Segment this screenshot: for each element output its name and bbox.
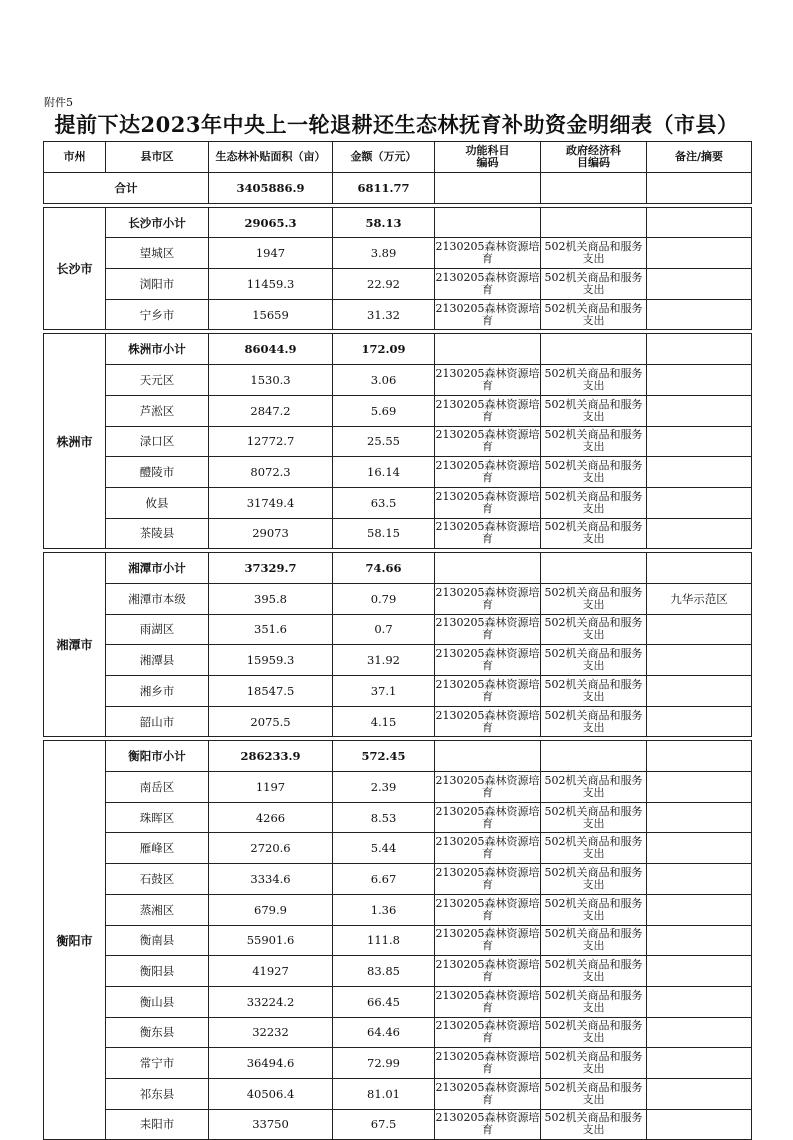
subtotal-amount: 572.45 xyxy=(333,741,435,772)
city-name: 株洲市 xyxy=(44,334,106,549)
remark xyxy=(647,365,752,396)
area-value: 12772.7 xyxy=(209,426,333,457)
amount-value: 0.79 xyxy=(333,583,435,614)
gov-code: 502机关商品和服务支出 xyxy=(541,894,647,925)
total-label: 合计 xyxy=(44,173,209,204)
table-row xyxy=(44,583,752,614)
func-code: 2130205森林资源培育 xyxy=(435,426,541,457)
table-row xyxy=(44,238,752,269)
remark xyxy=(647,864,752,895)
func-code: 2130205森林资源培育 xyxy=(435,833,541,864)
remark xyxy=(647,676,752,707)
func-code: 2130205森林资源培育 xyxy=(435,1078,541,1109)
remark xyxy=(647,645,752,676)
area-value: 41927 xyxy=(209,956,333,987)
county-name: 攸县 xyxy=(106,487,209,518)
subsidy-table xyxy=(43,141,752,1140)
remark xyxy=(647,487,752,518)
remark xyxy=(647,986,752,1017)
area-value: 1197 xyxy=(209,772,333,803)
subtotal-remark xyxy=(647,334,752,365)
remark: 九华示范区 xyxy=(647,583,752,614)
county-name: 衡阳县 xyxy=(106,956,209,987)
gov-code: 502机关商品和服务支出 xyxy=(541,864,647,895)
total-row xyxy=(44,173,752,204)
table-row xyxy=(44,269,752,300)
amount-value: 2.39 xyxy=(333,772,435,803)
header-county: 县市区 xyxy=(106,142,209,173)
subtotal-amount: 172.09 xyxy=(333,334,435,365)
amount-value: 8.53 xyxy=(333,802,435,833)
remark xyxy=(647,1017,752,1048)
county-name: 湘乡市 xyxy=(106,676,209,707)
func-code: 2130205森林资源培育 xyxy=(435,925,541,956)
func-code: 2130205森林资源培育 xyxy=(435,645,541,676)
remark xyxy=(647,802,752,833)
table-row xyxy=(44,614,752,645)
func-code: 2130205森林资源培育 xyxy=(435,1048,541,1079)
subtotal-remark xyxy=(647,553,752,584)
amount-value: 3.06 xyxy=(333,365,435,396)
area-value: 33224.2 xyxy=(209,986,333,1017)
amount-value: 22.92 xyxy=(333,269,435,300)
area-value: 395.8 xyxy=(209,583,333,614)
subtotal-row xyxy=(44,334,752,365)
amount-value: 31.32 xyxy=(333,299,435,330)
city-name: 衡阳市 xyxy=(44,741,106,1140)
remark xyxy=(647,1109,752,1140)
gov-code: 502机关商品和服务支出 xyxy=(541,1048,647,1079)
gov-code: 502机关商品和服务支出 xyxy=(541,395,647,426)
subtotal-label: 衡阳市小计 xyxy=(106,741,209,772)
gov-code: 502机关商品和服务支出 xyxy=(541,645,647,676)
func-code: 2130205森林资源培育 xyxy=(435,395,541,426)
subtotal-remark xyxy=(647,741,752,772)
amount-value: 0.7 xyxy=(333,614,435,645)
amount-value: 111.8 xyxy=(333,925,435,956)
table-row xyxy=(44,1078,752,1109)
table-row xyxy=(44,772,752,803)
area-value: 33750 xyxy=(209,1109,333,1140)
county-name: 雁峰区 xyxy=(106,833,209,864)
county-name: 湘潭市本级 xyxy=(106,583,209,614)
county-name: 芦淞区 xyxy=(106,395,209,426)
amount-value: 3.89 xyxy=(333,238,435,269)
gov-code: 502机关商品和服务支出 xyxy=(541,833,647,864)
gov-code: 502机关商品和服务支出 xyxy=(541,1078,647,1109)
header-remark: 备注/摘要 xyxy=(647,142,752,173)
gov-code: 502机关商品和服务支出 xyxy=(541,457,647,488)
subtotal-area: 37329.7 xyxy=(209,553,333,584)
func-code: 2130205森林资源培育 xyxy=(435,802,541,833)
county-name: 天元区 xyxy=(106,365,209,396)
gov-code: 502机关商品和服务支出 xyxy=(541,614,647,645)
gov-code: 502机关商品和服务支出 xyxy=(541,238,647,269)
table-row xyxy=(44,925,752,956)
table-row xyxy=(44,1109,752,1140)
county-name: 蒸湘区 xyxy=(106,894,209,925)
amount-value: 5.69 xyxy=(333,395,435,426)
table-row xyxy=(44,365,752,396)
city-name: 长沙市 xyxy=(44,207,106,330)
func-code: 2130205森林资源培育 xyxy=(435,487,541,518)
amount-value: 83.85 xyxy=(333,956,435,987)
amount-value: 37.1 xyxy=(333,676,435,707)
county-name: 渌口区 xyxy=(106,426,209,457)
header-city: 市州 xyxy=(44,142,106,173)
amount-value: 16.14 xyxy=(333,457,435,488)
county-name: 衡东县 xyxy=(106,1017,209,1048)
table-row xyxy=(44,864,752,895)
county-name: 雨湖区 xyxy=(106,614,209,645)
area-value: 4266 xyxy=(209,802,333,833)
gov-code: 502机关商品和服务支出 xyxy=(541,1109,647,1140)
subtotal-label: 株洲市小计 xyxy=(106,334,209,365)
table-row xyxy=(44,676,752,707)
area-value: 18547.5 xyxy=(209,676,333,707)
gov-code: 502机关商品和服务支出 xyxy=(541,426,647,457)
func-code: 2130205森林资源培育 xyxy=(435,518,541,549)
county-name: 韶山市 xyxy=(106,706,209,737)
attachment-label: 附件5 xyxy=(44,96,73,109)
gov-code: 502机关商品和服务支出 xyxy=(541,365,647,396)
header-func-code: 功能科目编码 xyxy=(435,142,541,173)
subtotal-amount: 74.66 xyxy=(333,553,435,584)
subtotal-func-code xyxy=(435,741,541,772)
subtotal-label: 长沙市小计 xyxy=(106,207,209,238)
gov-code: 502机关商品和服务支出 xyxy=(541,925,647,956)
remark xyxy=(647,299,752,330)
area-value: 15659 xyxy=(209,299,333,330)
remark xyxy=(647,956,752,987)
area-value: 32232 xyxy=(209,1017,333,1048)
gov-code: 502机关商品和服务支出 xyxy=(541,487,647,518)
table-row xyxy=(44,1017,752,1048)
gov-code: 502机关商品和服务支出 xyxy=(541,1017,647,1048)
table-row xyxy=(44,894,752,925)
func-code: 2130205森林资源培育 xyxy=(435,706,541,737)
amount-value: 66.45 xyxy=(333,986,435,1017)
county-name: 望城区 xyxy=(106,238,209,269)
amount-value: 4.15 xyxy=(333,706,435,737)
remark xyxy=(647,1078,752,1109)
total-amount: 6811.77 xyxy=(333,173,435,204)
area-value: 351.6 xyxy=(209,614,333,645)
func-code: 2130205森林资源培育 xyxy=(435,956,541,987)
remark xyxy=(647,238,752,269)
area-value: 679.9 xyxy=(209,894,333,925)
func-code: 2130205森林资源培育 xyxy=(435,583,541,614)
gov-code: 502机关商品和服务支出 xyxy=(541,802,647,833)
amount-value: 1.36 xyxy=(333,894,435,925)
area-value: 15959.3 xyxy=(209,645,333,676)
header-gov-code: 政府经济科目编码 xyxy=(541,142,647,173)
func-code: 2130205森林资源培育 xyxy=(435,365,541,396)
func-code: 2130205森林资源培育 xyxy=(435,1017,541,1048)
gov-code: 502机关商品和服务支出 xyxy=(541,706,647,737)
table-row xyxy=(44,395,752,426)
subtotal-amount: 58.13 xyxy=(333,207,435,238)
total-area: 3405886.9 xyxy=(209,173,333,204)
area-value: 31749.4 xyxy=(209,487,333,518)
subtotal-gov-code xyxy=(541,741,647,772)
subtotal-gov-code xyxy=(541,334,647,365)
subtotal-row xyxy=(44,553,752,584)
subtotal-area: 286233.9 xyxy=(209,741,333,772)
func-code: 2130205森林资源培育 xyxy=(435,986,541,1017)
remark xyxy=(647,426,752,457)
amount-value: 67.5 xyxy=(333,1109,435,1140)
subtotal-gov-code xyxy=(541,553,647,584)
func-code: 2130205森林资源培育 xyxy=(435,894,541,925)
table-row xyxy=(44,426,752,457)
table-row xyxy=(44,706,752,737)
table-body xyxy=(44,173,752,1140)
area-value: 40506.4 xyxy=(209,1078,333,1109)
remark xyxy=(647,706,752,737)
subtotal-gov-code xyxy=(541,207,647,238)
func-code: 2130205森林资源培育 xyxy=(435,238,541,269)
area-value: 1947 xyxy=(209,238,333,269)
county-name: 醴陵市 xyxy=(106,457,209,488)
table-row xyxy=(44,487,752,518)
area-value: 2847.2 xyxy=(209,395,333,426)
city-name: 湘潭市 xyxy=(44,553,106,737)
remark xyxy=(647,833,752,864)
func-code: 2130205森林资源培育 xyxy=(435,457,541,488)
table-row xyxy=(44,986,752,1017)
gov-code: 502机关商品和服务支出 xyxy=(541,676,647,707)
area-value: 2075.5 xyxy=(209,706,333,737)
area-value: 2720.6 xyxy=(209,833,333,864)
amount-value: 6.67 xyxy=(333,864,435,895)
county-name: 祁东县 xyxy=(106,1078,209,1109)
gov-code: 502机关商品和服务支出 xyxy=(541,518,647,549)
remark xyxy=(647,269,752,300)
area-value: 36494.6 xyxy=(209,1048,333,1079)
remark xyxy=(647,518,752,549)
remark xyxy=(647,772,752,803)
func-code: 2130205森林资源培育 xyxy=(435,1109,541,1140)
subtotal-remark xyxy=(647,207,752,238)
county-name: 珠晖区 xyxy=(106,802,209,833)
remark xyxy=(647,894,752,925)
gov-code: 502机关商品和服务支出 xyxy=(541,299,647,330)
subtotal-func-code xyxy=(435,207,541,238)
subtotal-func-code xyxy=(435,553,541,584)
total-gov-code xyxy=(541,173,647,204)
gov-code: 502机关商品和服务支出 xyxy=(541,583,647,614)
header-row xyxy=(44,142,752,173)
subtotal-row xyxy=(44,741,752,772)
table-row xyxy=(44,518,752,549)
area-value: 11459.3 xyxy=(209,269,333,300)
county-name: 耒阳市 xyxy=(106,1109,209,1140)
county-name: 石鼓区 xyxy=(106,864,209,895)
amount-value: 81.01 xyxy=(333,1078,435,1109)
county-name: 浏阳市 xyxy=(106,269,209,300)
func-code: 2130205森林资源培育 xyxy=(435,864,541,895)
page-title: 提前下达2023年中央上一轮退耕还生态林抚育补助资金明细表（市县） xyxy=(54,112,739,137)
amount-value: 58.15 xyxy=(333,518,435,549)
func-code: 2130205森林资源培育 xyxy=(435,299,541,330)
remark xyxy=(647,457,752,488)
table-row xyxy=(44,1048,752,1079)
county-name: 宁乡市 xyxy=(106,299,209,330)
amount-value: 72.99 xyxy=(333,1048,435,1079)
remark xyxy=(647,1048,752,1079)
amount-value: 64.46 xyxy=(333,1017,435,1048)
table-row xyxy=(44,645,752,676)
county-name: 南岳区 xyxy=(106,772,209,803)
area-value: 55901.6 xyxy=(209,925,333,956)
func-code: 2130205森林资源培育 xyxy=(435,772,541,803)
remark xyxy=(647,395,752,426)
gov-code: 502机关商品和服务支出 xyxy=(541,986,647,1017)
header-area: 生态林补贴面积（亩） xyxy=(209,142,333,173)
county-name: 茶陵县 xyxy=(106,518,209,549)
table-row xyxy=(44,802,752,833)
county-name: 衡南县 xyxy=(106,925,209,956)
func-code: 2130205森林资源培育 xyxy=(435,269,541,300)
area-value: 1530.3 xyxy=(209,365,333,396)
header-amount: 金额（万元） xyxy=(333,142,435,173)
gov-code: 502机关商品和服务支出 xyxy=(541,956,647,987)
amount-value: 31.92 xyxy=(333,645,435,676)
total-remark xyxy=(647,173,752,204)
subtotal-func-code xyxy=(435,334,541,365)
table-row xyxy=(44,833,752,864)
func-code: 2130205森林资源培育 xyxy=(435,614,541,645)
subtotal-label: 湘潭市小计 xyxy=(106,553,209,584)
area-value: 8072.3 xyxy=(209,457,333,488)
county-name: 湘潭县 xyxy=(106,645,209,676)
table-row xyxy=(44,457,752,488)
area-value: 29073 xyxy=(209,518,333,549)
gov-code: 502机关商品和服务支出 xyxy=(541,269,647,300)
subtotal-row xyxy=(44,207,752,238)
subtotal-area: 86044.9 xyxy=(209,334,333,365)
remark xyxy=(647,614,752,645)
amount-value: 5.44 xyxy=(333,833,435,864)
amount-value: 25.55 xyxy=(333,426,435,457)
gov-code: 502机关商品和服务支出 xyxy=(541,772,647,803)
table-row xyxy=(44,956,752,987)
amount-value: 63.5 xyxy=(333,487,435,518)
county-name: 常宁市 xyxy=(106,1048,209,1079)
area-value: 3334.6 xyxy=(209,864,333,895)
table-row xyxy=(44,299,752,330)
func-code: 2130205森林资源培育 xyxy=(435,676,541,707)
county-name: 衡山县 xyxy=(106,986,209,1017)
total-func-code xyxy=(435,173,541,204)
subtotal-area: 29065.3 xyxy=(209,207,333,238)
remark xyxy=(647,925,752,956)
